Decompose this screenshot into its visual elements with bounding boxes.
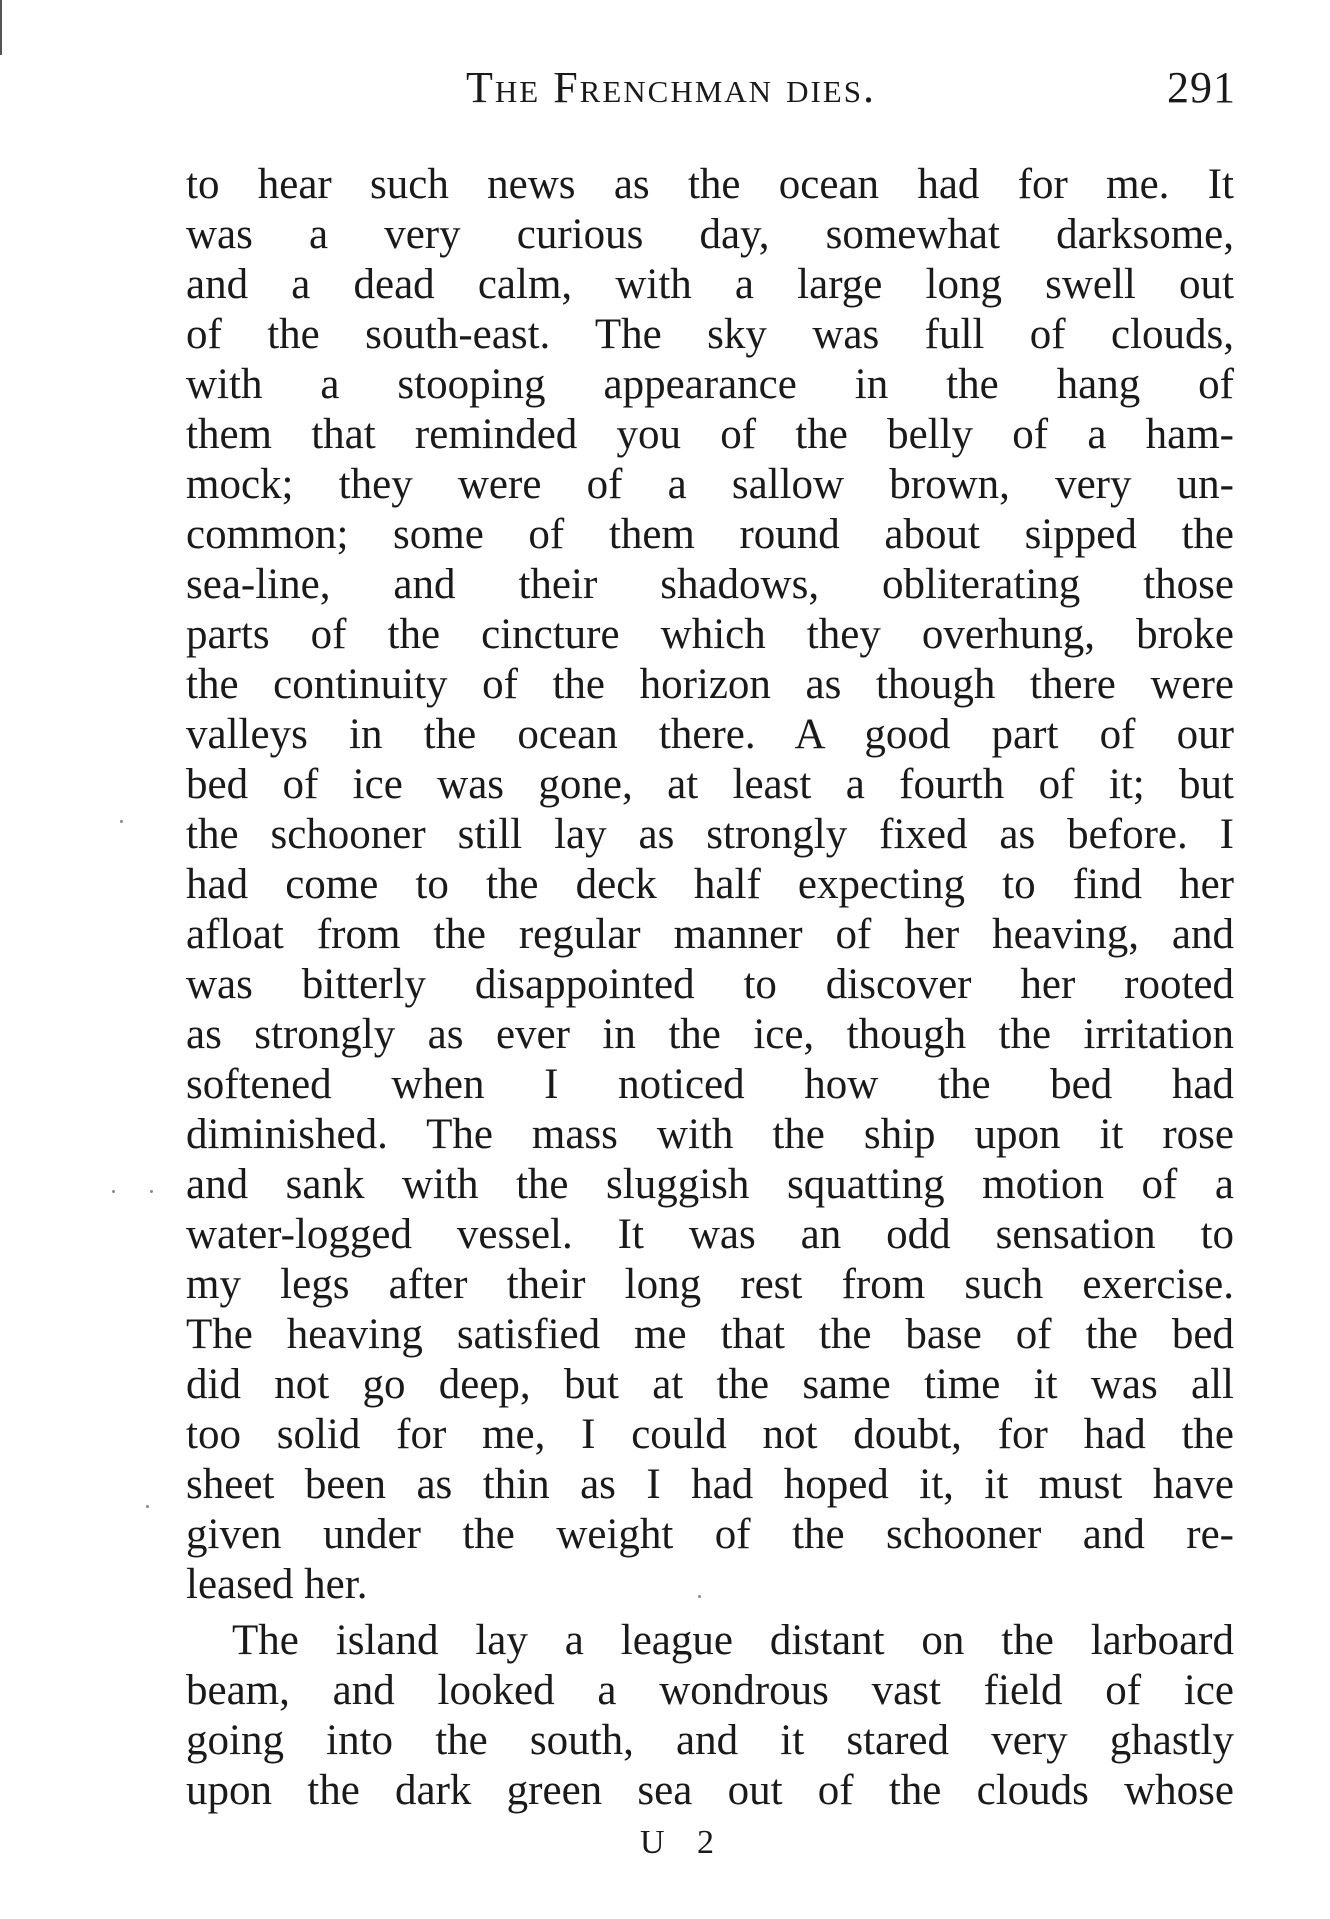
text-line: as strongly as ever in the ice, though the irritation	[186, 1011, 1234, 1058]
text-line: softened when I noticed how the bed had	[186, 1061, 1234, 1108]
text-line: too solid for me, I could not doubt, for had the	[186, 1411, 1234, 1458]
text-line: did not go deep, but at the same time it was all	[186, 1361, 1234, 1408]
text-line: and a dead calm, with a large long swell out	[186, 261, 1234, 308]
text-line: upon the dark green sea out of the clouds whose	[186, 1767, 1234, 1814]
scan-speck	[698, 1595, 701, 1598]
text-line: given under the weight of the schooner and re-	[186, 1511, 1234, 1558]
text-line: bed of ice was gone, at least a fourth of it; but	[186, 761, 1234, 808]
text-line: sea-line, and their shadows, obliterating those	[186, 561, 1234, 608]
paragraph	[186, 1616, 1234, 1816]
scan-speck	[150, 1190, 153, 1193]
text-line: beam, and looked a wondrous vast field of ice	[186, 1667, 1234, 1714]
text-line: mock; they were of a sallow brown, very un-	[186, 461, 1234, 508]
text-line: them that reminded you of the belly of a ham-	[186, 411, 1234, 458]
scan-speck	[146, 1505, 149, 1508]
body-text	[186, 160, 1234, 1816]
page-number: 291	[1167, 63, 1236, 112]
text-line: the schooner still lay as strongly fixed as before. I	[186, 811, 1234, 858]
text-line: my legs after their long rest from such exercise.	[186, 1261, 1234, 1308]
running-head	[186, 62, 1236, 122]
paragraph	[186, 160, 1234, 1610]
text-line: the continuity of the horizon as though there were	[186, 661, 1234, 708]
text-line: valleys in the ocean there. A good part of our	[186, 711, 1234, 758]
text-line: was a very curious day, somewhat darksome,	[186, 211, 1234, 258]
text-line: The heaving satisfied me that the base of the bed	[186, 1311, 1234, 1358]
text-line: common; some of them round about sipped the	[186, 511, 1234, 558]
text-line: going into the south, and it stared very ghastly	[186, 1717, 1234, 1764]
scan-speck	[120, 820, 123, 823]
chapter-title: The Frenchman dies.	[466, 63, 876, 112]
text-line: sheet been as thin as I had hoped it, it must have	[186, 1461, 1234, 1508]
text-line: diminished. The mass with the ship upon it rose	[186, 1111, 1234, 1158]
text-line: and sank with the sluggish squatting motion of a	[186, 1161, 1234, 1208]
text-line: leased her.	[186, 1561, 368, 1608]
text-line: The island lay a league distant on the larboard	[232, 1617, 1234, 1664]
scan-speck	[112, 1190, 115, 1193]
text-line: to hear such news as the ocean had for me. It	[186, 161, 1234, 208]
text-line: was bitterly disappointed to discover her rooted	[186, 961, 1234, 1008]
text-line: with a stooping appearance in the hang of	[186, 361, 1234, 408]
text-line: parts of the cincture which they overhung, broke	[186, 611, 1234, 658]
text-line: afloat from the regular manner of her heaving, and	[186, 911, 1234, 958]
text-line: of the south-east. The sky was full of clouds,	[186, 311, 1234, 358]
text-line: water-logged vessel. It was an odd sensation to	[186, 1211, 1234, 1258]
printer-signature-mark: U 2	[640, 1824, 727, 1861]
text-line: had come to the deck half expecting to find her	[186, 861, 1234, 908]
scan-edge-mark	[0, 0, 2, 55]
